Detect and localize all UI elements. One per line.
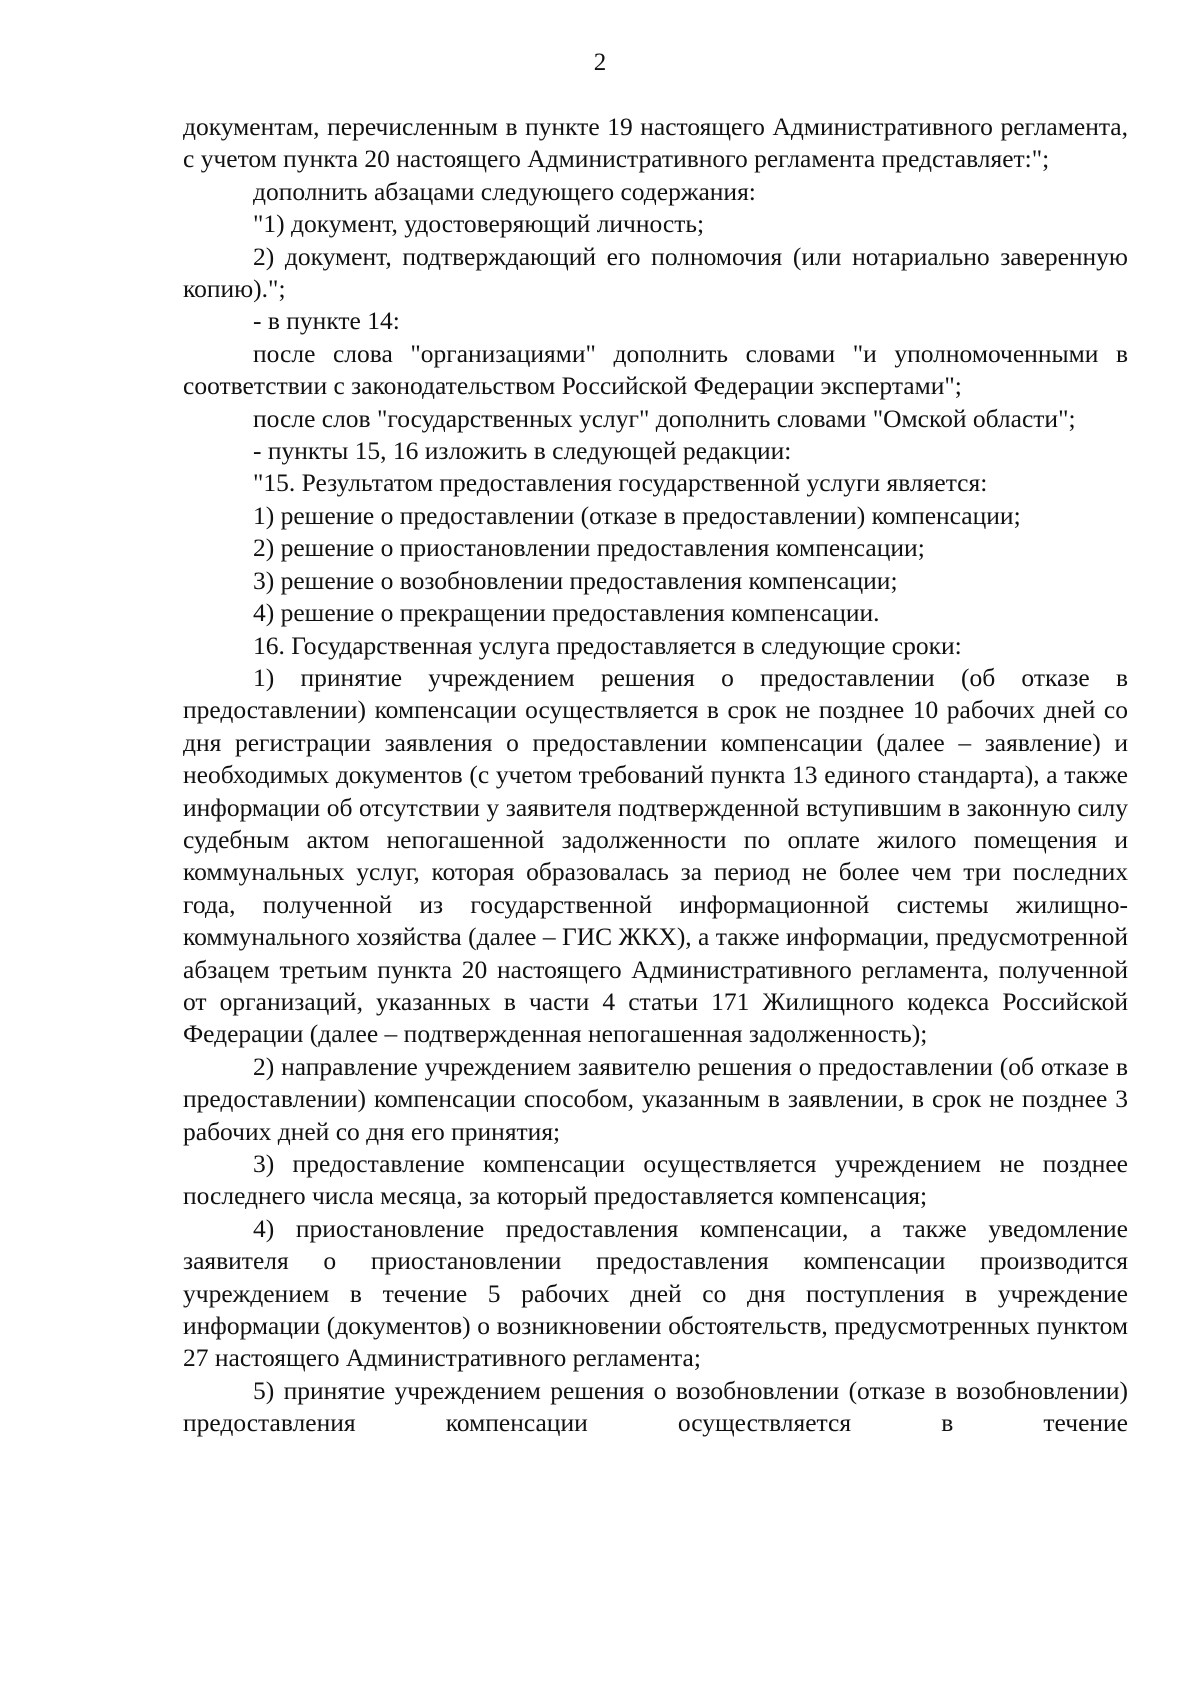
paragraph: 16. Государственная услуга предоставляется в следующие сроки: — [253, 630, 962, 660]
paragraph: 2) направление учреждением заявителю решения о предоставлении (об отказе в предоставлении) компенсации способом, указанным в заявлении, в срок не позднее 3 рабочих дней со дня его принятия; — [183, 1051, 1128, 1146]
document-body — [183, 111, 1128, 1440]
page-number: 2 — [593, 49, 607, 76]
paragraph: 4) решение о прекращении предоставления компенсации. — [253, 598, 880, 628]
paragraph: 1) решение о предоставлении (отказе в предоставлении) компенсации; — [253, 500, 1021, 530]
paragraph: 4) приостановление предоставления компенсации, а также уведомление заявителя о приостановлении предоставления компенсации производится учреждением в течение 5 рабочих дней со дня поступления в учреждение информации (документов) о возникновении обстоятельств, предусмотренных пунктом 27 настоящего Административного регламента; — [183, 1213, 1128, 1373]
paragraph: после слова "организациями" дополнить словами "и уполномоченными в соответствии с законодательством Российской Федерации экспертами"; — [183, 338, 1128, 401]
paragraph: "15. Результатом предоставления государственной услуги является: — [253, 468, 988, 498]
paragraph: - пункты 15, 16 изложить в следующей редакции: — [253, 436, 792, 466]
paragraph: 5) принятие учреждением решения о возобновлении (отказе в возобновлении) предоставления компенсации осуществляется в течение — [183, 1375, 1128, 1438]
paragraph: 2) решение о приостановлении предоставления компенсации; — [253, 533, 925, 563]
paragraph: 2) документ, подтверждающий его полномочия (или нотариально заверенную копию)."; — [183, 241, 1128, 304]
paragraph: 1) принятие учреждением решения о предоставлении (об отказе в предоставлении) компенсации осуществляется в срок не позднее 10 рабочих дней со дня регистрации заявления о предоставлении компенсации (далее – заявление) и необходимых документов (с учетом требований пункта 13 единого стандарта), а также информации об отсутствии у заявителя подтвержденной вступившим в законную силу судебным актом непогашенной задолженности по оплате жилого помещения и коммунальных услуг, которая образовалась за период не более чем три последних года, полученной из государственной информационной системы жилищно-коммунального хозяйства (далее – ГИС ЖКХ), а также информации, предусмотренной абзацем третьим пункта 20 настоящего Административного регламента, полученной от организаций, указанных в части 4 статьи 171 Жилищного кодекса Российской Федерации (далее – подтвержденная непогашенная задолженность); — [183, 662, 1128, 1049]
paragraph: 3) решение о возобновлении предоставления компенсации; — [253, 565, 898, 595]
paragraph: 3) предоставление компенсации осуществляется учреждением не позднее последнего числа месяца, за который предоставляется компенсация; — [183, 1149, 1128, 1211]
paragraph: дополнить абзацами следующего содержания: — [253, 176, 756, 206]
paragraph: "1) документ, удостоверяющий личность; — [253, 209, 705, 239]
paragraph: после слов "государственных услуг" дополнить словами "Омской области"; — [253, 403, 1076, 433]
paragraph: - в пункте 14: — [253, 306, 400, 336]
paragraph: документам, перечисленным в пункте 19 настоящего Административного регламента, с учетом пункта 20 настоящего Административного регламента представляет:"; — [183, 112, 1128, 174]
